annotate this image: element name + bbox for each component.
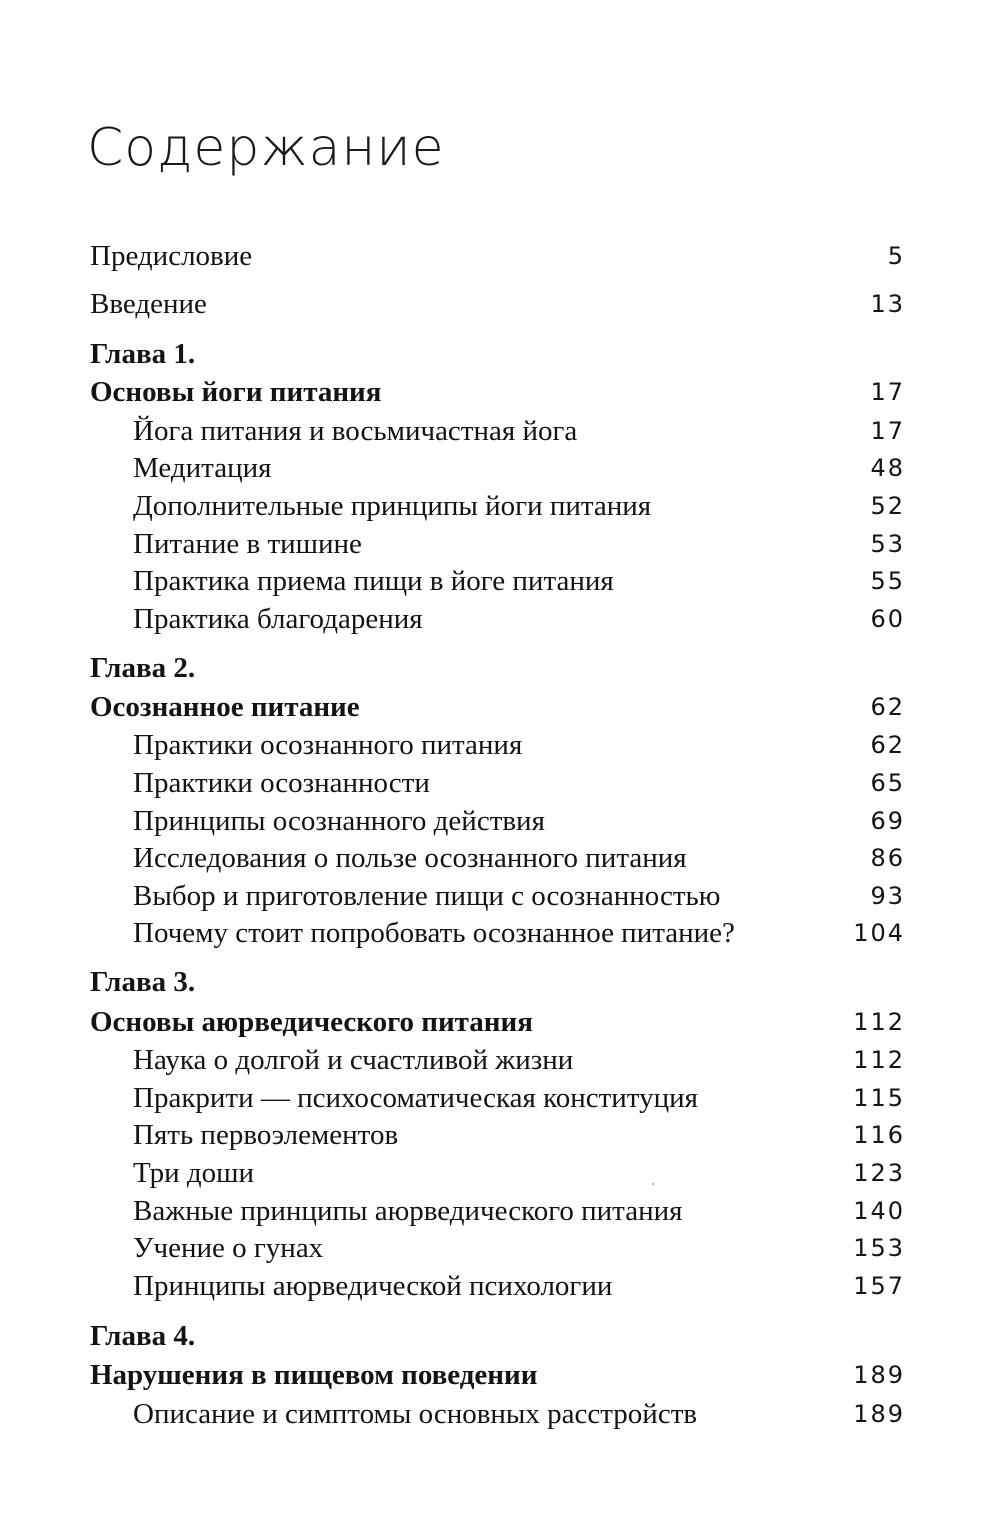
toc-entry-page: 140 [853, 1197, 905, 1225]
toc-entry-page: 48 [870, 454, 905, 482]
toc-section[interactable] [0, 725, 1000, 765]
toc-entry-page: 86 [870, 844, 905, 872]
toc-entry-page: 112 [853, 1046, 905, 1074]
toc-section-title: Пракрити — психосоматическая конституция [133, 1082, 698, 1114]
toc-entry-page: 69 [870, 807, 905, 835]
toc-section[interactable] [0, 1078, 1000, 1118]
toc-section-title: Йога питания и восьмичастная йога [133, 415, 578, 447]
toc-section-title: Практика благодарения [133, 603, 423, 635]
toc-entry-page: 62 [870, 731, 905, 759]
toc-section-title: Медитация [133, 452, 272, 484]
toc-section-title: Описание и симптомы основных расстройств [133, 1398, 698, 1430]
toc-entry-page: 52 [870, 492, 905, 520]
toc-section[interactable] [0, 448, 1000, 488]
toc-section-title: Практики осознанности [133, 767, 430, 799]
toc-chapter-title: Осознанное питание [90, 691, 360, 723]
toc-section[interactable] [0, 763, 1000, 803]
toc-entry-page: 13 [870, 290, 905, 318]
toc-chapter[interactable] [0, 1002, 1000, 1042]
toc-entry-page: 104 [853, 919, 905, 947]
toc-section-title: Выбор и приготовление пищи с осознанностью [133, 880, 721, 912]
toc-section[interactable] [0, 1228, 1000, 1268]
toc-chapter[interactable] [0, 372, 1000, 412]
toc-section-title: Наука о долгой и счастливой жизни [133, 1044, 574, 1076]
chapter-number: Глава 1. [90, 338, 196, 370]
toc-section[interactable] [0, 838, 1000, 878]
toc-section[interactable] [0, 876, 1000, 916]
toc-entry-page: 123 [853, 1159, 905, 1187]
toc-section-title: Учение о гунах [133, 1232, 324, 1264]
scan-speck [652, 1183, 654, 1185]
chapter-label [0, 962, 1000, 1002]
toc-chapter[interactable] [0, 1355, 1000, 1395]
page-title: Содержание [87, 118, 445, 178]
toc-section[interactable] [0, 411, 1000, 451]
toc-section[interactable] [0, 486, 1000, 526]
toc-entry-page: 62 [870, 693, 905, 721]
toc-entry-page: 189 [853, 1400, 905, 1428]
toc-entry-preface[interactable] [0, 236, 1000, 276]
chapter-number: Глава 3. [90, 966, 196, 998]
toc-section-title: Принципы аюрведической психологии [133, 1270, 613, 1302]
toc-section[interactable] [0, 1394, 1000, 1434]
toc-section-title: Дополнительные принципы йоги питания [133, 490, 652, 522]
chapter-label [0, 334, 1000, 374]
toc-section[interactable] [0, 524, 1000, 564]
chapter-label [0, 648, 1000, 688]
toc-entry-page: 157 [853, 1272, 905, 1300]
toc-section[interactable] [0, 801, 1000, 841]
toc-chapter-title: Основы аюрведического питания [90, 1006, 533, 1038]
toc-section-title: Почему стоит попробовать осознанное питание? [133, 917, 735, 949]
chapter-number: Глава 4. [90, 1320, 196, 1352]
toc-section[interactable] [0, 1115, 1000, 1155]
toc-entry-page: 17 [870, 378, 905, 406]
toc-entry-introduction[interactable] [0, 284, 1000, 324]
toc-entry-page: 93 [870, 882, 905, 910]
toc-section-title: Три доши [133, 1157, 254, 1189]
toc-section[interactable] [0, 1040, 1000, 1080]
toc-chapter-title: Нарушения в пищевом поведении [90, 1359, 538, 1391]
chapter-label [0, 1316, 1000, 1356]
toc-chapter-title: Основы йоги питания [90, 376, 382, 408]
toc-entry-page: 112 [853, 1008, 905, 1036]
toc-section[interactable] [0, 913, 1000, 953]
toc-section[interactable] [0, 1266, 1000, 1306]
toc-entry-title: Введение [90, 288, 207, 320]
toc-entry-page: 53 [870, 530, 905, 558]
toc-section-title: Важные принципы аюрведического питания [133, 1195, 683, 1227]
toc-entry-page: 17 [870, 417, 905, 445]
toc-entry-page: 153 [853, 1234, 905, 1262]
toc-entry-page: 115 [853, 1084, 905, 1112]
toc-entry-page: 65 [870, 769, 905, 797]
toc-entry-page: 55 [870, 567, 905, 595]
toc-section-title: Практики осознанного питания [133, 729, 523, 761]
toc-section[interactable] [0, 561, 1000, 601]
chapter-number: Глава 2. [90, 652, 196, 684]
toc-section-title: Пять первоэлементов [133, 1119, 399, 1151]
toc-section-title: Питание в тишине [133, 528, 362, 560]
toc-entry-page: 189 [853, 1361, 905, 1389]
toc-section-title: Исследования о пользе осознанного питания [133, 842, 687, 874]
toc-section-title: Практика приема пищи в йоге питания [133, 565, 614, 597]
toc-entry-page: 60 [870, 605, 905, 633]
toc-section-title: Принципы осознанного действия [133, 805, 545, 837]
toc-entry-page: 5 [887, 242, 905, 270]
toc-entry-page: 116 [853, 1121, 905, 1149]
toc-entry-title: Предисловие [90, 240, 253, 272]
toc-section[interactable] [0, 1153, 1000, 1193]
toc-section[interactable] [0, 599, 1000, 639]
toc-section[interactable] [0, 1191, 1000, 1231]
toc-chapter[interactable] [0, 687, 1000, 727]
